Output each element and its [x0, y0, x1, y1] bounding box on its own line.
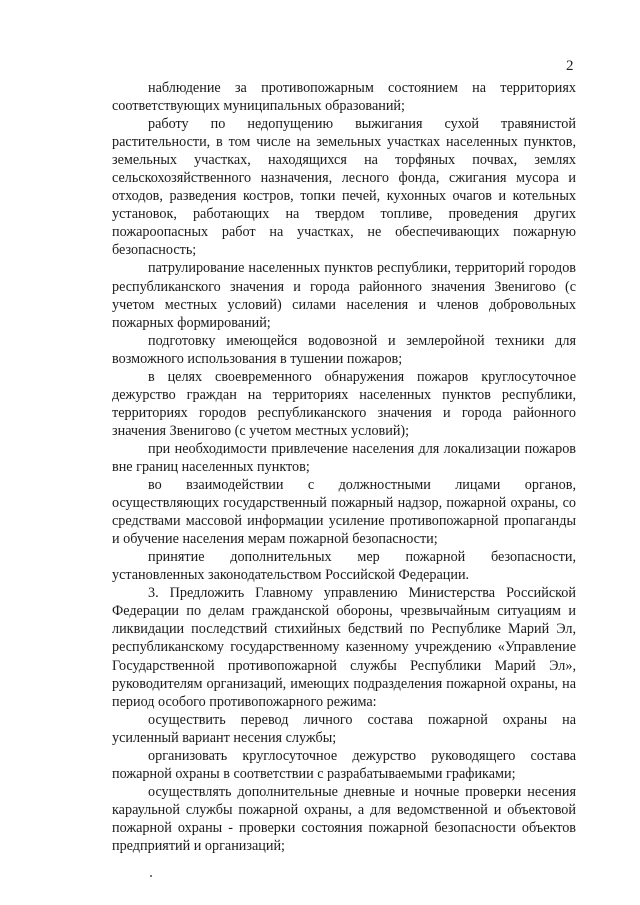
paragraph: работу по недопущению выжигания сухой травянистой растительности, в том числе на земельных участках населенных пунктов, земельных участках, находящихся на торфяных почвах, землях сельскохозяйственного назначения, лесного фонда, сжигания мусора и отходов, разведения костров, топки печей, кухонных очагов и котельных установок, работающих на твердом топливе, проведения других пожароопасных работ на участках, не обеспечивающих пожарную безопасность; [112, 116, 576, 259]
paragraph: наблюдение за противопожарным состоянием на территориях соответствующих муниципальных образований; [112, 80, 576, 115]
paragraph: организовать круглосуточное дежурство руководящего состава пожарной охраны в соответствии с разрабатываемыми графиками; [112, 747, 576, 782]
paragraph: при необходимости привлечение населения для локализации пожаров вне границ населенных пунктов; [112, 440, 576, 475]
paragraph: в целях своевременного обнаружения пожаров круглосуточное дежурство граждан на территориях населенных пунктов республики, территориях городов республиканского значения и города районного значения Звенигово (с учетом местных условий); [112, 368, 576, 439]
paragraph: осуществить перевод личного состава пожарной охраны на усиленный вариант несения службы; [112, 711, 576, 746]
paragraph: принятие дополнительных мер пожарной безопасности, установленных законодательством Российской Федерации. [112, 549, 576, 584]
page-number: 2 [566, 58, 574, 74]
paragraph: подготовку имеющейся водовозной и землеройной техники для возможного использования в тушении пожаров; [112, 332, 576, 367]
paragraph: осуществлять дополнительные дневные и ночные проверки несения караульной службы пожарной охраны, а для ведомственной и объектовой пожарной охраны - проверки состояния пожарной безопасности объектов предприятий и организаций; [112, 783, 576, 854]
paragraph: 3. Предложить Главному управлению Министерства Российской Федерации по делам гражданской обороны, чрезвычайным ситуациям и ликвидации последствий стихийных бедствий по Республике Марий Эл, республиканскому государственному казенному учреждению «Управление Государственной противопожарной службы Республики Марий Эл», руководителям организаций, имеющих подразделения пожарной охраны, на период особого противопожарного режима: [112, 585, 576, 710]
scan-speck [150, 875, 152, 877]
paragraph: патрулирование населенных пунктов республики, территорий городов республиканского значения и города районного значения Звенигово (с учетом местных условий) силами населения и членов добровольных пожарных формирований; [112, 260, 576, 331]
paragraph: во взаимодействии с должностными лицами органов, осуществляющих государственный пожарный надзор, пожарной охраны, со средствами массовой информации усиление противопожарной пропаганды и обучение населения мерам пожарной безопасности; [112, 477, 576, 548]
document-body [112, 79, 576, 855]
